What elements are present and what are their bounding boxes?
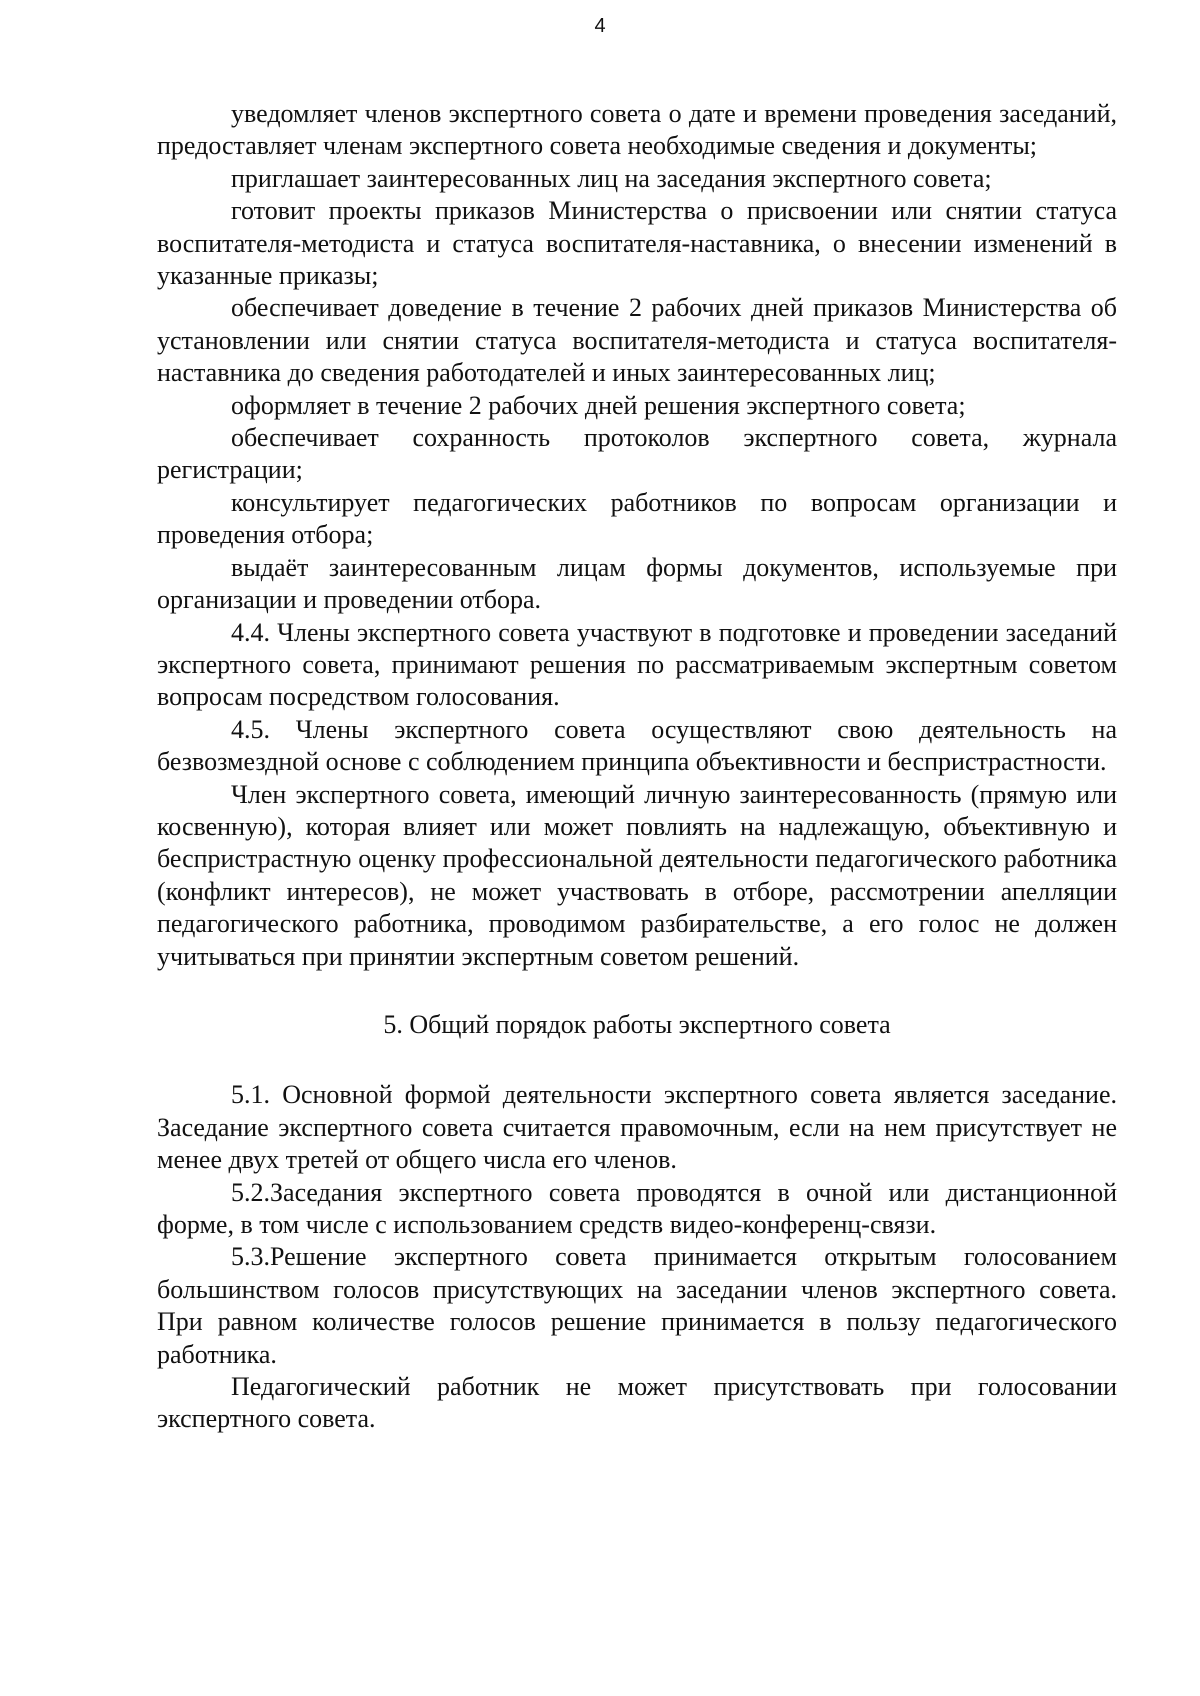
document-body xyxy=(157,98,1117,1436)
paragraph-4-5: 4.5. Члены экспертного совета осуществляют свою деятельность на безвозмездной основе с соблюдением принципа объективности и беспристрастности. xyxy=(157,714,1117,777)
section-heading: 5. Общий порядок работы экспертного совета xyxy=(383,1009,891,1039)
paragraph: приглашает заинтересованных лиц на заседания экспертного совета; xyxy=(231,163,992,193)
paragraph: консультирует педагогических работников по вопросам организации и проведения отбора; xyxy=(157,487,1117,550)
paragraph: уведомляет членов экспертного совета о дате и времени проведения заседаний, предоставляет членам экспертного совета необходимые сведения и документы; xyxy=(157,99,1117,161)
page-number: 4 xyxy=(594,15,606,37)
paragraph-5-1: 5.1. Основной формой деятельности экспертного совета является заседание. Заседание экспертного совета считается правомочным, если на нем присутствует не менее двух третей от общего числа его членов. xyxy=(157,1080,1117,1175)
paragraph-5-3: 5.3.Решение экспертного совета принимается открытым голосованием большинством голосов присутствующих на заседании членов экспертного совета. При равном количестве голосов решение принимается в пользу педагогического работника. xyxy=(157,1242,1117,1369)
paragraph-4-4: 4.4. Члены экспертного совета участвуют в подготовке и проведении заседаний экспертного совета, принимают решения по рассматриваемым экспертным советом вопросам посредством голосования. xyxy=(157,617,1117,712)
paragraph: обеспечивает сохранность протоколов экспертного совета, журнала регистрации; xyxy=(157,423,1117,485)
paragraph-5-2: 5.2.Заседания экспертного совета проводятся в очной или дистанционной форме, в том числе с использованием средств видео-конференц-связи. xyxy=(157,1177,1117,1239)
paragraph: готовит проекты приказов Министерства о присвоении или снятии статуса воспитателя-методиста и статуса воспитателя-наставника, о внесении изменений в указанные приказы; xyxy=(157,196,1117,291)
paragraph: Член экспертного совета, имеющий личную заинтересованность (прямую или косвенную), которая влияет или может повлиять на надлежащую, объективную и беспристрастную оценку профессиональной деятельности педагогического работника (конфликт интересов), не может участвовать в отборе, рассмотрении апелляции педагогического работника, проводимом разбирательстве, а его голос не должен учитываться при принятии экспертным советом решений. xyxy=(157,779,1117,971)
paragraph: Педагогический работник не может присутствовать при голосовании экспертного совета. xyxy=(157,1372,1117,1434)
paragraph: выдаёт заинтересованным лицам формы документов, используемые при организации и проведении отбора. xyxy=(157,552,1117,615)
paragraph: оформляет в течение 2 рабочих дней решения экспертного совета; xyxy=(231,390,966,420)
paragraph: обеспечивает доведение в течение 2 рабочих дней приказов Министерства об установлении или снятии статуса воспитателя-методиста и статуса воспитателя-наставника до сведения работодателей и иных заинтересованных лиц; xyxy=(157,293,1117,388)
